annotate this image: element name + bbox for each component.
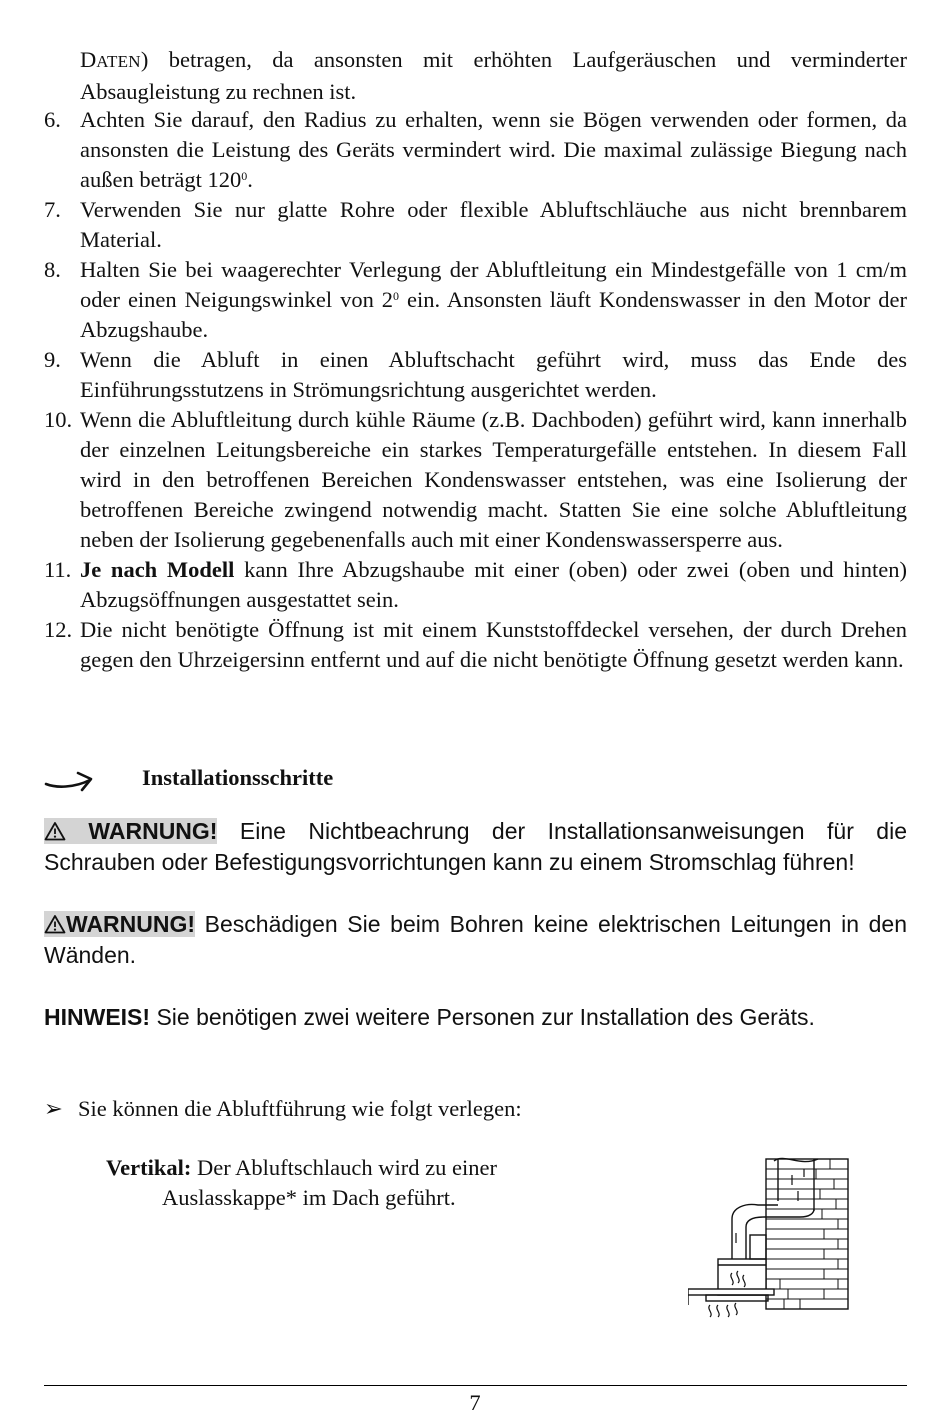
continuation-paragraph [80, 45, 907, 107]
vertikal-label: Vertikal: [106, 1155, 192, 1180]
arrow-bullet-icon: ➢ [44, 1096, 63, 1121]
list-number: 11. [44, 557, 72, 582]
list-item [44, 615, 907, 675]
note-block [44, 1002, 907, 1033]
daten-rest: ATEN [96, 52, 141, 71]
bullet-line [44, 1094, 907, 1124]
list-number: 9. [44, 347, 61, 372]
curved-arrow-icon [44, 767, 96, 793]
list-number: 8. [44, 257, 61, 282]
vertikal-paragraph [106, 1153, 626, 1213]
degree-sup: 0 [241, 169, 248, 183]
page-number: 7 [469, 1390, 481, 1415]
list-number: 7. [44, 197, 61, 222]
warning-label-text: WARNUNG! [66, 911, 196, 937]
list-text-tail: . [247, 167, 253, 192]
warning-label [44, 911, 195, 937]
list-item [44, 105, 907, 195]
warning-block [44, 816, 907, 878]
list-item [44, 405, 907, 555]
list-number: 12. [44, 617, 73, 642]
note-label: HINWEIS! [44, 1004, 151, 1030]
footer-rule [44, 1385, 907, 1386]
list-text-main: Achten Sie darauf, den Radius zu erhalten, wenn sie Bögen verwenden oder formen, da ansonsten die Leistung des Geräts vermindert wird. Die maximal zulässige Biegung nach außen beträgt 120 [80, 107, 907, 192]
list-text: Wenn die Abluft in einen Abluftschacht geführt wird, muss das Ende des Einführungsstutzens in Strömungsrichtung ausgerichtet werden. [80, 347, 907, 402]
installation-heading [44, 763, 644, 795]
installation-title: Installationsschritte [142, 765, 334, 790]
note-text: Sie benötigen zwei weitere Personen zur Installation des Geräts. [150, 1004, 815, 1030]
list-text [80, 255, 907, 345]
list-text-tail: ein. Ansonsten läuft Kondenswasser in den Motor der Abzugshaube. [80, 287, 907, 342]
vertikal-line1: Der Abluftschlauch wird zu einer [191, 1155, 497, 1180]
warning-block [44, 909, 907, 971]
warning-label-text: WARNUNG! [66, 818, 218, 844]
list-text: Verwenden Sie nur glatte Rohre oder flexible Abluftschläuche aus nicht brennbarem Material. [80, 197, 907, 252]
warning-triangle-icon [44, 821, 66, 841]
list-item [44, 345, 907, 405]
warning-text: Beschädigen Sie beim Bohren keine elektrischen Leitungen in den Wänden. [44, 911, 907, 968]
degree-sup: 0 [393, 289, 400, 303]
list-number: 6. [44, 107, 61, 132]
list-item [44, 555, 907, 615]
vertical-exhaust-diagram [688, 1155, 866, 1323]
list-text-main: Halten Sie bei waagerechter Verlegung der Abluftleitung ein Mindestgefälle von 1 cm/m oder einen Neigungswinkel von 2 [80, 257, 907, 312]
list-item [44, 255, 907, 345]
list-text: Die nicht benötigte Öffnung ist mit einem Kunststoffdeckel versehen, der durch Drehen gegen den Uhrzeigersinn entfernt und auf die nicht benötigte Öffnung gesetzt werden kann. [80, 617, 907, 672]
warning-triangle-icon [44, 914, 66, 934]
daten-cap: D [80, 47, 97, 72]
list-item [44, 195, 907, 255]
vertikal-line2: Auslasskappe* im Dach geführt. [162, 1185, 456, 1210]
list-bold-text: Je nach Modell [80, 557, 235, 582]
continuation-text: ) betragen, da ansonsten mit erhöhten Laufgeräuschen und verminderter Absaugleistung zu rechnen ist. [80, 47, 907, 104]
list-text [80, 105, 907, 195]
list-text [80, 555, 907, 615]
list-text-main: kann Ihre Abzugshaube mit einer (oben) oder zwei (oben und hinten) Abzugsöffnungen ausgestattet sein. [80, 557, 907, 612]
list-number: 10. [44, 407, 73, 432]
list-text: Wenn die Abluftleitung durch kühle Räume (z.B. Dachboden) geführt wird, kann innerhalb der einzelnen Leitungsbereiche ein starkes Temperaturgefälle entstehen. In diesem Fall wird in den betroffenen Bereichen Kondenswasser entstehen, was eine Isolierung der betroffenen Bereiche zwingend notwendig macht. Statten Sie eine solche Abluftleitung neben der Isolierung gegebenenfalls auch mit einer Kondenswassersperre aus. [80, 407, 907, 552]
instruction-list [44, 105, 907, 675]
warning-text: Eine Nichtbeachrung der Installationsanweisungen für die Schrauben oder Befestigungsvorrichtungen kann zu einem Stromschlag führen! [44, 818, 907, 875]
warning-label [44, 818, 217, 844]
bullet-text: Sie können die Abluftführung wie folgt verlegen: [78, 1096, 522, 1121]
